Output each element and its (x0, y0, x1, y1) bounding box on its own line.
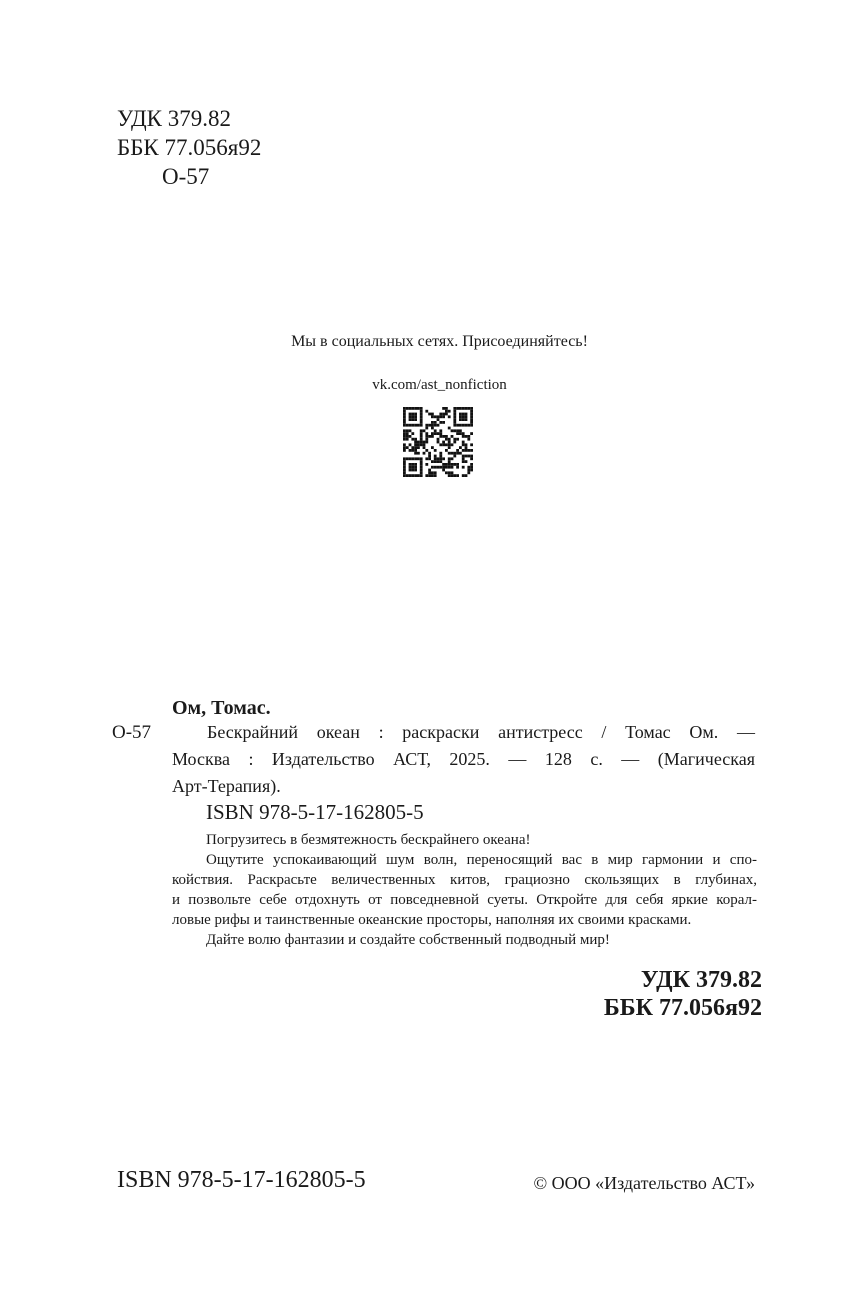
catalog-isbn: ISBN 978-5-17-162805-5 (206, 800, 424, 824)
catalog-entry (172, 719, 755, 800)
annotation-line: Дайте волю фантазии и создайте собственный подводный мир! (206, 932, 610, 948)
annotation-block (172, 830, 757, 950)
annotation-line: и позвольте себе отдохнуть от повседневной суеты. Откройте для себя яркие корал- (172, 892, 757, 908)
author-sign-top: О-57 (162, 164, 210, 189)
catalog-entry-code: О-57 (112, 722, 152, 743)
vk-link-text: vk.com/ast_nonfiction (372, 377, 507, 393)
catalog-author-heading: Ом, Томас. (172, 697, 271, 719)
qr-code-icon (403, 407, 473, 477)
annotation-line: Ощутите успокаивающий шум волн, переносящий вас в мир гармонии и спо- (206, 852, 757, 868)
udk-top: УДК 379.82 (117, 106, 231, 131)
bbk-bottom: ББК 77.056я92 (603, 995, 762, 1021)
bbk-top: ББК 77.056я92 (117, 135, 262, 160)
annotation-line: Погрузитесь в безмятежность бескрайнего океана! (206, 832, 531, 848)
annotation-line: ловые рифы и таинственные океанские просторы, наполняя их своими красками. (172, 912, 692, 928)
catalog-line: Арт-Терапия). (172, 776, 281, 796)
catalog-line: Москва : Издательство АСТ, 2025. — 128 с. — (Магическая (172, 749, 755, 769)
udk-bottom: УДК 379.82 (640, 967, 762, 993)
classification-footer-block (604, 966, 762, 1022)
catalog-line: Бескрайний океан : раскраски антистресс / Томас Ом. — (207, 722, 755, 742)
annotation-line: койствия. Раскрасьте величественных китов, грациозно скользящих в глубинах, (172, 872, 757, 888)
footer-isbn: ISBN 978-5-17-162805-5 (117, 1167, 366, 1193)
social-heading: Мы в социальных сетях. Присоединяйтесь! (291, 333, 588, 350)
classification-top-block (117, 104, 261, 191)
footer-copyright: © ООО «Издательство АСТ» (533, 1173, 755, 1193)
